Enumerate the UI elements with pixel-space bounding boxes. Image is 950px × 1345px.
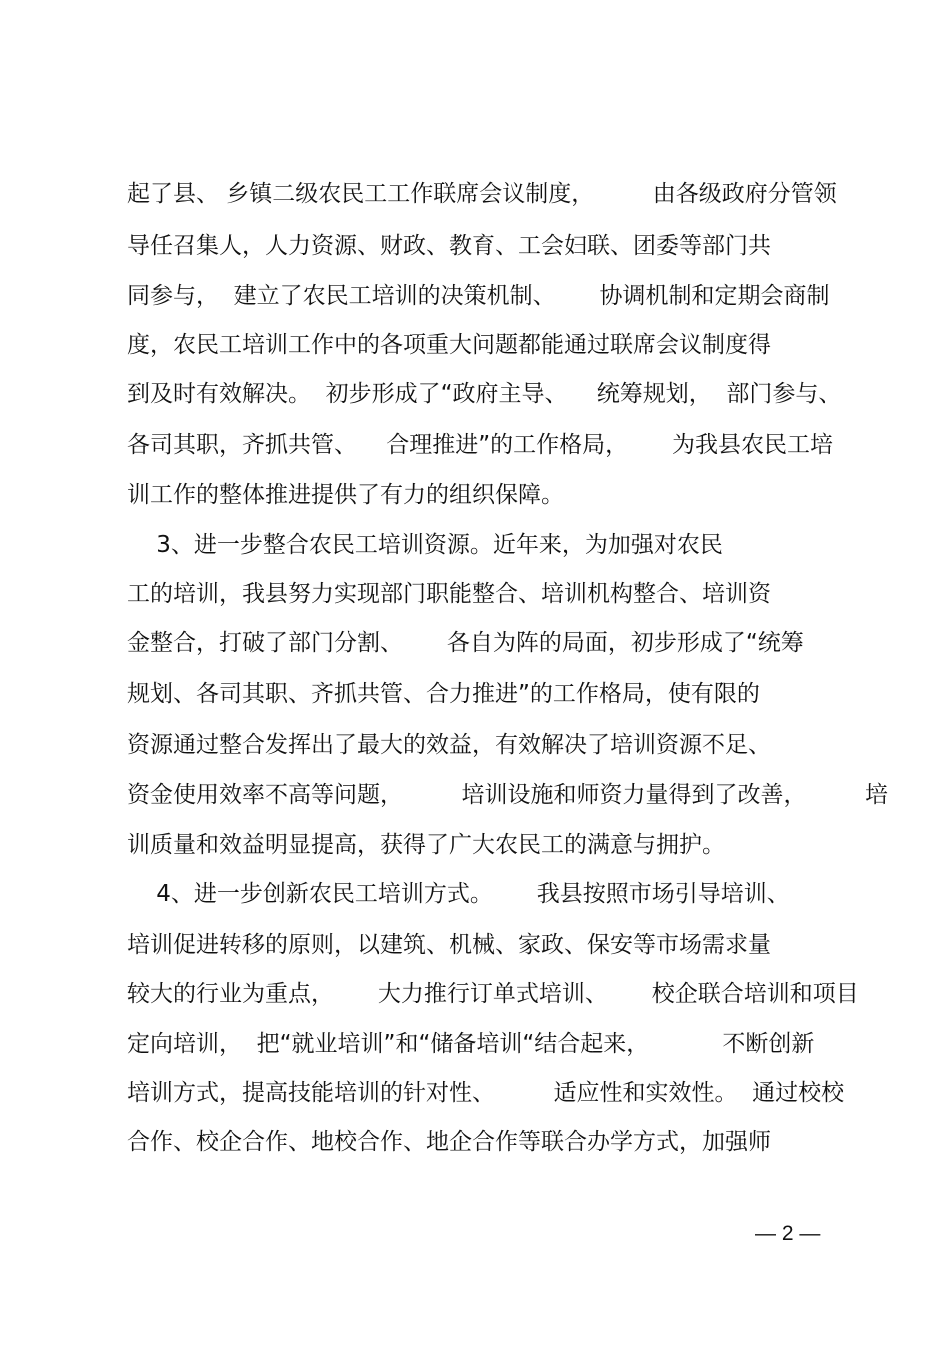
body-text-line: 导任召集人，人力资源、财政、教育、工会妇联、团委等部门共 <box>127 233 771 259</box>
body-text-line: 资金使用效率不高等问题， 培训设施和师资力量得到了改善， 培 <box>127 782 888 808</box>
body-text-line: 较大的行业为重点， 大力推行订单式培训、 校企联合培训和项目 <box>127 981 859 1007</box>
body-text-line: 定向培训， 把“就业培训”和“储备培训“结合起来， 不断创新 <box>127 1031 815 1057</box>
body-text-line: 起了县、 乡镇二级农民工工作联席会议制度， 由各级政府分管领 <box>127 181 837 207</box>
body-text-line: 度，农民工培训工作中的各项重大问题都能通过联席会议制度得 <box>127 332 771 358</box>
body-text-line: 到及时有效解决。 初步形成了“政府主导、 统筹规划， 部门参与、 <box>127 381 842 407</box>
body-text-line: 培训促进转移的原则，以建筑、机械、家政、保安等市场需求量 <box>127 932 771 958</box>
paragraph-4-heading-line: 4、进一步创新农民工培训方式。 我县按照市场引导培训、 <box>127 881 790 907</box>
body-text-line: 合作、校企合作、地校合作、地企合作等联合办学方式，加强师 <box>127 1129 771 1155</box>
body-text-line: 各司其职，齐抓共管、 合理推进”的工作格局， 为我县农民工培 <box>127 432 834 458</box>
body-text-line: 资源通过整合发挥出了最大的效益，有效解决了培训资源不足、 <box>127 732 771 758</box>
body-text-line: 同参与， 建立了农民工培训的决策机制、 协调机制和定期会商制 <box>127 283 830 309</box>
body-text-line: 工的培训，我县努力实现部门职能整合、培训机构整合、培训资 <box>127 581 771 607</box>
body-text-line: 训工作的整体推进提供了有力的组织保障。 <box>127 482 564 508</box>
body-text-line: 金整合，打破了部门分割、 各自为阵的局面，初步形成了“统筹 <box>127 630 804 656</box>
body-text-line: 训质量和效益明显提高，获得了广大农民工的满意与拥护。 <box>127 832 725 858</box>
body-text-line: 规划、各司其职、齐抓共管、合力推进”的工作格局，使有限的 <box>127 681 760 707</box>
body-text-line: 培训方式，提高技能培训的针对性、 适应性和实效性。 通过校校 <box>127 1080 845 1106</box>
paragraph-3-heading-line: 3、进一步整合农民工培训资源。近年来，为加强对农民 <box>127 532 723 558</box>
page-number: — 2 — <box>755 1222 821 1245</box>
